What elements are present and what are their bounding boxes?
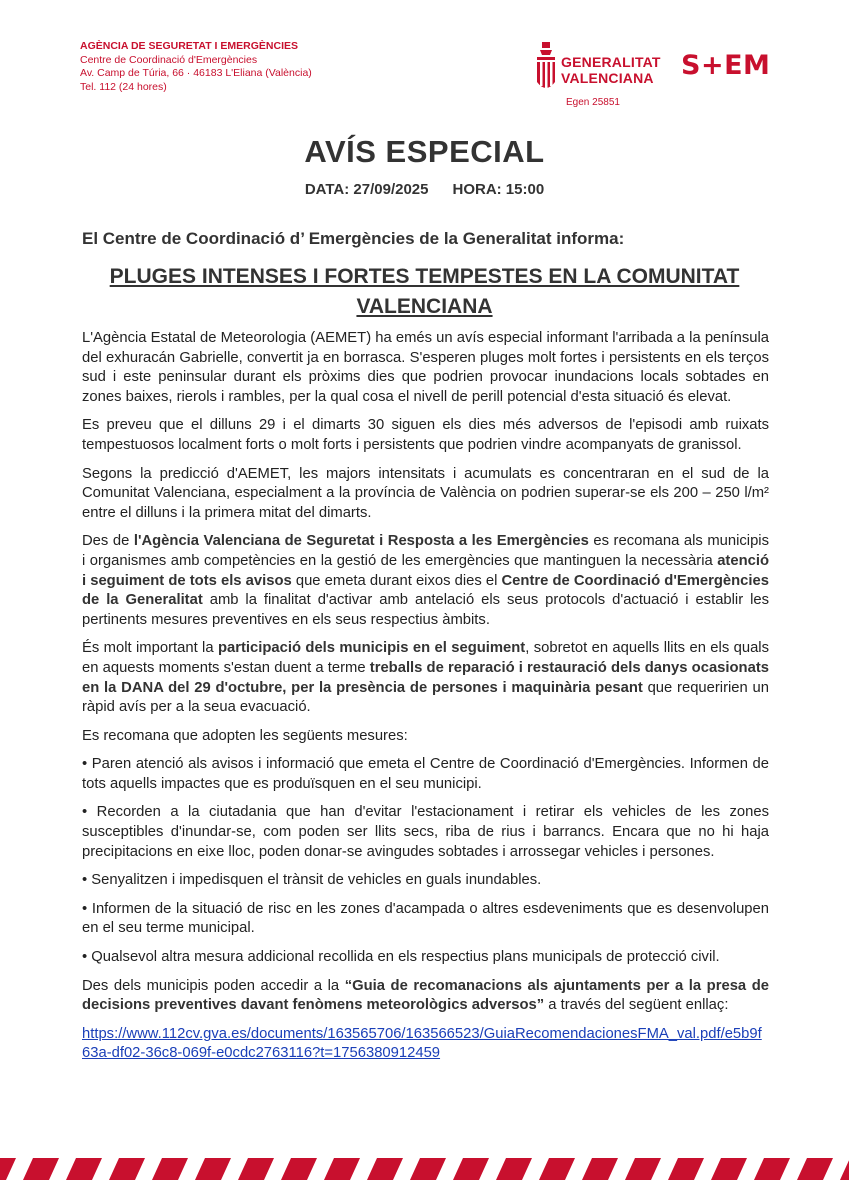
logos (535, 40, 775, 112)
p4-text: es recomana als municipis i organismes amb competències en la gestió de les emergències que mantinguen la necessària (82, 533, 769, 569)
p4-text: Des de (82, 533, 134, 550)
gva-line-1: GENERALITAT (561, 54, 661, 70)
p5-text: És molt important la (82, 640, 218, 657)
p5-bold: participació dels municipis en el seguiment (217, 640, 526, 657)
p4-bold: l'Agència Valenciana de Seguretat i Resposta a les Emergències (133, 533, 589, 550)
organization-header (80, 40, 312, 94)
bullet-item: • Qualsevol altra mesura addicional recollida en els respectius plans municipals de protecció civil. (82, 949, 720, 966)
p5-text: , sobretot en aquells llits en els quals en aquests moments s'estan duent a terme (82, 640, 769, 676)
paragraph-6: Es recomana que adopten les següents mesures: (82, 727, 408, 744)
guide-link[interactable]: https://www.112cv.gva.es/documents/163565706/163566523/GuiaRecomendacionesFMA_val.pdf/e5b9f63a-df02-36c8-069f-e0cdc2763116?t=1756380912459 (82, 1025, 762, 1062)
p4-bold: atenció i seguiment de tots els avisos (82, 552, 769, 589)
sem-logo: S+EM (681, 50, 771, 81)
generalitat-emblem-icon (535, 42, 557, 96)
paragraph-4 (82, 532, 769, 630)
egen-number: Egen 25851 (566, 97, 620, 108)
intro-line: El Centre de Coordinació d’ Emergències de la Generalitat informa: (82, 229, 625, 248)
bullet-item: • Informen de la situació de risc en les zones d'acampada o altres esdeveniments que es desenvolupen en el seu terme municipal. (82, 900, 769, 937)
gva-line-2: VALENCIANA (561, 70, 654, 86)
bullet-item: • Paren atenció als avisos i informació que emeta el Centre de Coordinació d'Emergències. Informen de tots aquells impactes que es produïsquen en el seu municipi. (82, 756, 769, 792)
org-phone: Tel. 112 (24 hores) (80, 80, 167, 93)
stripe-segments (0, 1158, 849, 1180)
paragraph-2: Es preveu que el dilluns 29 i el dimarts 30 siguen els dies més adversos de l'episodi amb ruixats tempestuosos localment forts o molt forts i persistents que podrien vindre acompanyats de granissol. (82, 417, 769, 453)
generalitat-wordmark (561, 54, 661, 86)
paragraph-3: Segons la predicció d'AEMET, les majors intensitats i acumulats es concentraran en el sud de la Comunitat Valenciana, especialment a la província de València on podrien superar-se els 200 – 250 l/m² entre el dilluns i la primera mitat del dimarts. (82, 465, 769, 521)
org-address: Av. Camp de Túria, 66 · 46183 L'Eliana (València) (80, 67, 312, 79)
date-label: DATA: 27/09/2025 (304, 181, 429, 198)
p7-text: a través del següent enllaç: (544, 997, 729, 1014)
footer-stripe (0, 1158, 849, 1180)
p4-text: que emeta durant eixos dies el (291, 572, 502, 589)
p4-bold: Centre de Coordinació d'Emergències de la Generalitat (82, 572, 769, 609)
p7-text: Des dels municipis poden accedir a la (82, 977, 345, 994)
paragraph-1: L'Agència Estatal de Meteorologia (AEMET) ha emés un avís especial informant l'arribada a la península del exhuracán Gabrielle, convertit ja en borrasca. S'esperen pluges molt fortes i persistents en els terços sud i este peninsular durant els pròxims dies que podrien provocar inundacions locals sobtades en zones baixes, rierols i rambles, per la qual cosa el nivell de perill potencial d'esta situació és elevat. (82, 330, 769, 405)
bullet-item: • Senyalitzen i impedisquen el trànsit de vehicles en guals inundables. (82, 872, 542, 889)
p5-bold: treballs de reparació i restauració dels danys ocasionats en la DANA del 29 d'octubre, per la presència de persones i maquinària pesant (82, 659, 769, 696)
time-label: HORA: 15:00 (452, 181, 545, 198)
p5-text: que requeririen un ràpid avís per a la seua evacuació. (82, 679, 769, 716)
page-title: AVÍS ESPECIAL (304, 134, 545, 169)
org-center: Centre de Coordinació d'Emergències (80, 53, 258, 66)
paragraph-5 (82, 639, 769, 717)
org-name: AGÈNCIA DE SEGURETAT I EMERGÈNCIES (80, 40, 298, 52)
paragraph-7 (82, 977, 769, 1016)
p4-text: amb la finalitat d'activar amb antelació els seus protocols d'actuació i establir les pertinents mesures preventives en els seus respectius àmbits. (82, 592, 769, 628)
bullet-item: • Recorden a la ciutadania que han d'evitar l'estacionament i retirar els vehicles de les zones susceptibles d'inundar-se, com poden ser llits secs, riba de rius i barrancs. Encara que no hi haja precipitacions en eixe lloc, poden donar-se avingudes sobtades i arrossegar vehicles i persones. (82, 804, 769, 860)
link-paragraph (82, 1025, 769, 1064)
p7-bold: “Guia de recomanacions als ajuntaments per a la presa de decisions preventives davant fenòmens meteorològics adversos” (82, 977, 769, 1014)
document-body (82, 329, 769, 1073)
headline: PLUGES INTENSES I FORTES TEMPESTES EN LA COMUNITAT VALENCIANA (109, 265, 740, 318)
date-time-line (0, 181, 849, 198)
